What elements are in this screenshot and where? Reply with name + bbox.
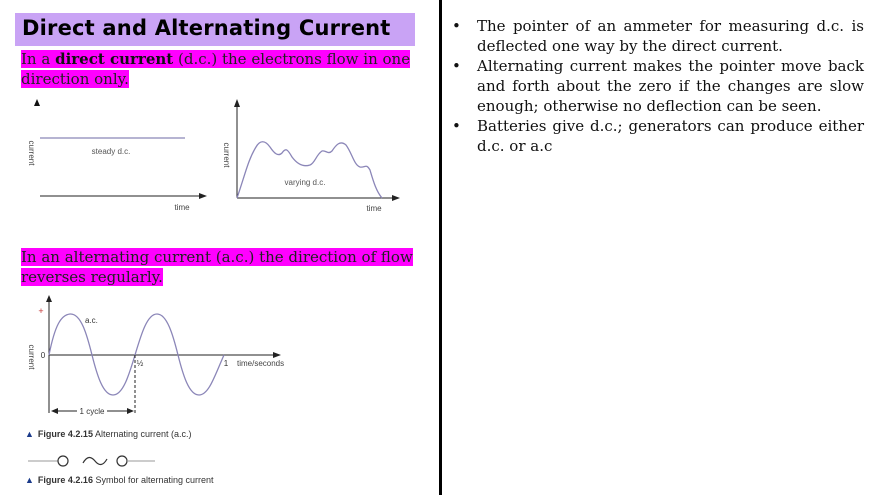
bullet-item [452,56,864,116]
triangle-icon: ▲ [25,475,34,485]
figure-caption-ac [25,429,192,439]
varying-dc-xlabel: time [366,204,382,213]
bullet-list [452,16,864,156]
varying-dc-ylabel: current [222,142,231,168]
steady-dc-graph [15,95,215,220]
varying-dc-graph [210,95,425,220]
steady-dc-xlabel: time [174,203,190,212]
dc-prefix: In a [21,50,56,68]
bullet-item [452,116,864,156]
triangle-icon: ▲ [25,429,34,439]
figure-caption-symbol [25,475,214,485]
ac-symbol [25,452,165,470]
ac-cycle-label: 1 cycle [79,407,105,416]
ac-zero-label: 0 [40,351,46,360]
ac-curve-label: a.c. [85,316,98,325]
ac-definition-text: In an alternating current (a.c.) the direction of flow reverses regularly. [21,248,413,286]
steady-dc-ylabel: current [27,140,36,166]
caption-number: Figure 4.2.15 [37,429,93,439]
slide-title: Direct and Alternating Current [22,16,391,40]
bullet-icon: • [452,57,461,75]
ac-xlabel: time/seconds [237,359,285,368]
bullet-text: Batteries give d.c.; generators can produce either d.c. or a.c [477,117,864,155]
caption-text: Symbol for alternating current [95,475,214,485]
caption-text: Alternating current (a.c.) [94,429,192,439]
steady-dc-label: steady d.c. [91,147,131,156]
ac-one-label: 1 [223,359,229,368]
bullet-icon: • [452,117,461,135]
column-divider [439,0,442,495]
ac-graph [15,295,295,425]
ac-plus-label: + [38,306,44,316]
dc-term: direct current [55,50,174,68]
ac-definition [21,248,421,287]
bullet-text: Alternating current makes the pointer move back and forth about the zero if the changes are slow enough; otherwise no deflection can be seen. [477,57,864,115]
bullet-icon: • [452,17,461,35]
bullet-text: The pointer of an ammeter for measuring d.c. is deflected one way by the direct current. [477,17,864,55]
bullet-item [452,16,864,56]
dc-suffix: (d.c.) the electrons flow in one direction only. [21,50,411,88]
caption-number: Figure 4.2.16 [37,475,93,485]
ac-ylabel: current [27,344,36,370]
dc-definition [21,50,421,89]
title-banner [15,13,415,46]
varying-dc-label: varying d.c. [284,178,326,187]
ac-half-label: ½ [136,359,144,368]
